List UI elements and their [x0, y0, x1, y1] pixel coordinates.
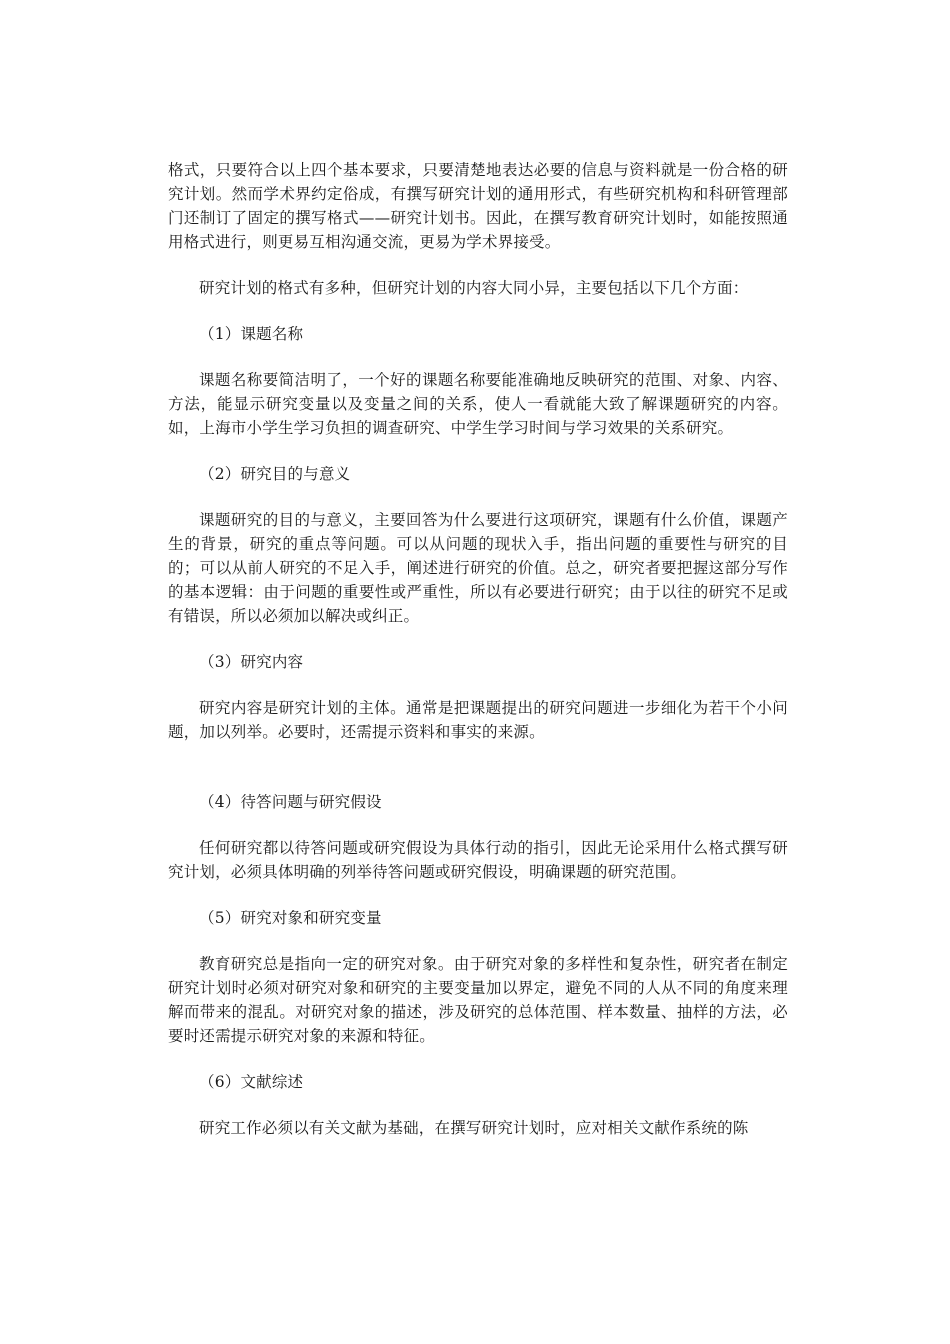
intro-paragraph: 格式，只要符合以上四个基本要求，只要清楚地表达必要的信息与资料就是一份合格的研究计划。然而学术界约定俗成，有撰写研究计划的通用形式，有些研究机构和科研管理部门还制订了固定的撰写格式——研究计划书。因此，在撰写教育研究计划时，如能按照通用格式进行，则更易互相沟通交流，更易为学术界接受。	[168, 161, 788, 251]
section-body-4: 任何研究都以待答问题或研究假设为具体行动的指引，因此无论采用什么格式撰写研究计划，必须具体明确的列举待答问题或研究假设，明确课题的研究范围。	[168, 839, 788, 881]
section-body-2: 课题研究的目的与意义，主要回答为什么要进行这项研究，课题有什么价值，课题产生的背景，研究的重点等问题。可以从问题的现状入手，指出问题的重要性与研究的目的；可以从前人研究的不足入手，阐述进行研究的价值。总之，研究者要把握这部分写作的基本逻辑：由于问题的重要性或严重性，所以有必要进行研究；由于以往的研究不足或有错误，所以必须加以解决或纠正。	[168, 511, 788, 625]
section-heading-5: （5）研究对象和研究变量	[199, 909, 382, 927]
section-body-5: 教育研究总是指向一定的研究对象。由于研究对象的多样性和复杂性，研究者在制定研究计划时必须对研究对象和研究的主要变量加以界定，避免不同的人从不同的角度来理解而带来的混乱。对研究对象的描述，涉及研究的总体范围、样本数量、抽样的方法，必要时还需提示研究对象的来源和特征。	[168, 955, 788, 1045]
section-body-1: 课题名称要简洁明了，一个好的课题名称要能准确地反映研究的范围、对象、内容、方法，能显示研究变量以及变量之间的关系，使人一看就能大致了解课题研究的内容。如，上海市小学生学习负担的调查研究、中学生学习时间与学习效果的关系研究。	[168, 371, 788, 437]
section-heading-6: （6）文献综述	[199, 1073, 304, 1091]
overview-paragraph: 研究计划的格式有多种，但研究计划的内容大同小异，主要包括以下几个方面：	[199, 279, 749, 297]
section-heading-1: （1）课题名称	[199, 325, 304, 343]
section-body-6: 研究工作必须以有关文献为基础，在撰写研究计划时，应对相关文献作系统的陈	[199, 1119, 749, 1137]
section-body-3: 研究内容是研究计划的主体。通常是把课题提出的研究问题进一步细化为若干个小问题，加以列举。必要时，还需提示资料和事实的来源。	[168, 699, 788, 741]
section-heading-3: （3）研究内容	[199, 653, 304, 671]
document-page	[168, 158, 788, 1140]
section-heading-4: （4）待答问题与研究假设	[199, 793, 382, 811]
section-heading-2: （2）研究目的与意义	[199, 465, 351, 483]
